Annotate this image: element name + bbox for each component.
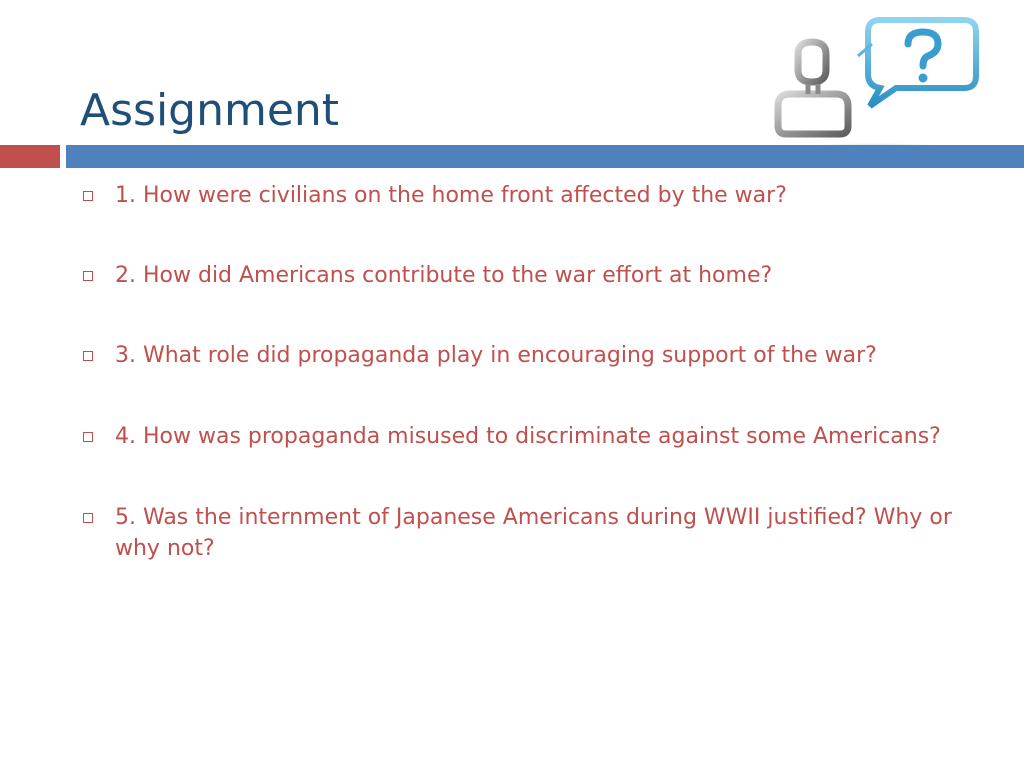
hollow-square-bullet-icon	[83, 271, 93, 281]
list-item	[80, 340, 960, 371]
list-item	[80, 502, 960, 564]
question-text: 1. How were civilians on the home front affected by the war?	[115, 183, 787, 208]
question-text: 2. How did Americans contribute to the war effort at home?	[115, 263, 773, 288]
hollow-square-bullet-icon	[83, 513, 93, 523]
question-text: 5. Was the internment of Japanese Americans during WWII justified? Why or why not?	[115, 505, 952, 561]
accent-bar-red	[0, 145, 60, 168]
question-list	[80, 180, 960, 614]
list-item	[80, 260, 960, 291]
hollow-square-bullet-icon	[83, 191, 93, 201]
question-text: 4. How was propaganda misused to discriminate against some Americans?	[115, 424, 941, 449]
slide-title: Assignment	[80, 85, 340, 137]
accent-bar-blue	[66, 145, 1024, 168]
list-item	[80, 421, 960, 452]
list-item	[80, 180, 960, 211]
person-question-bubble-icon	[768, 14, 982, 164]
hollow-square-bullet-icon	[83, 432, 93, 442]
question-text: 3. What role did propaganda play in encouraging support of the war?	[115, 343, 877, 368]
hollow-square-bullet-icon	[83, 351, 93, 361]
